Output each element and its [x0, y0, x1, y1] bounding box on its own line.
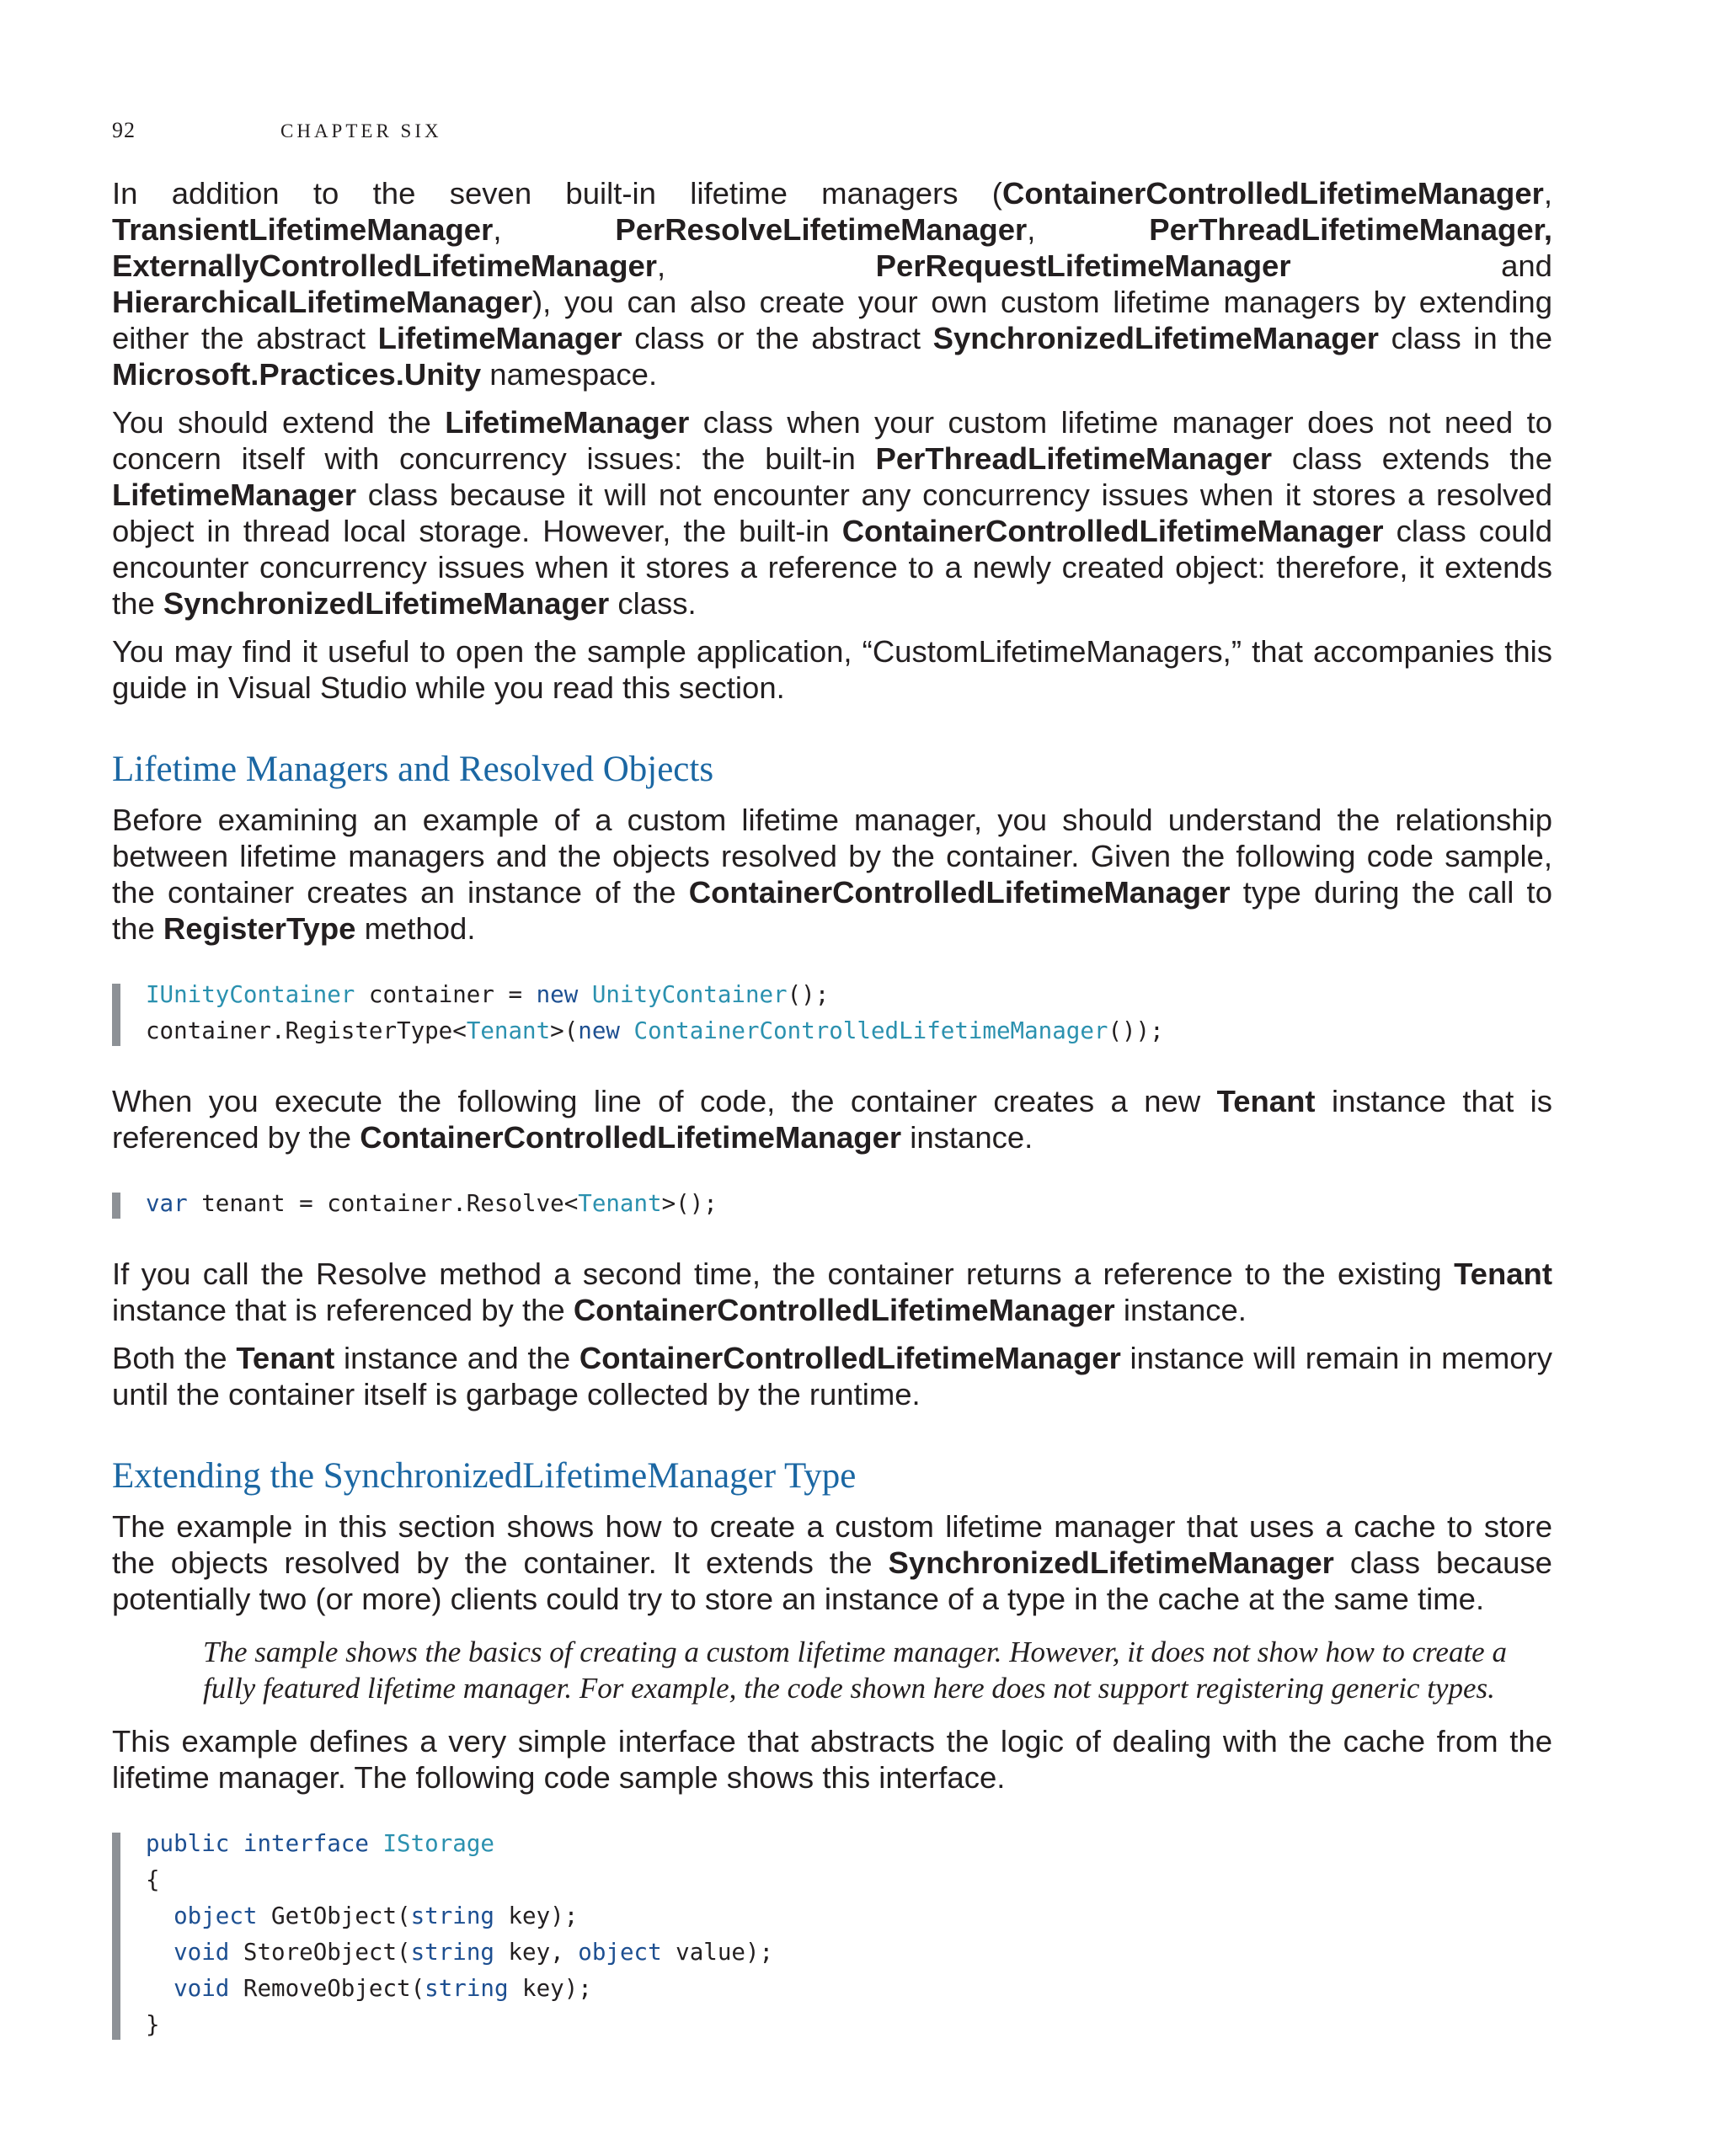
paragraph: If you call the Resolve method a second time, the container returns a reference to the existing Tenant instance that is referenced by the ContainerControlledLifetimeManager instance.: [112, 1257, 1552, 1327]
chapter-title: CHAPTER SIX: [280, 120, 442, 141]
code-line: object GetObject(string key);: [174, 1903, 579, 1929]
paragraph: You should extend the LifetimeManager class when your custom lifetime manager does not need to concern itself with concurrency issues: the built-in PerThreadLifetimeManager class extends the LifetimeManager class because it will not encounter any concurrency issues when it stores a resolved object in thread local storage. However, the built-in ContainerControlledLifetimeManager class could encounter concurrency issues when it stores a reference to a newly created object: therefore, it extends the SynchronizedLifetimeManager class.: [112, 405, 1553, 621]
running-head: [112, 118, 442, 143]
code-line: }: [146, 2011, 160, 2038]
code-line: public interface IStorage: [146, 1830, 494, 1857]
code-line: void StoreObject(string key, object value);: [174, 1939, 774, 1966]
paragraph: Both the Tenant instance and the ContainerControlledLifetimeManager instance will remain in memory until the container itself is garbage collected by the runtime.: [112, 1341, 1552, 1412]
code-block: [112, 1826, 1552, 2043]
section-heading: Lifetime Managers and Resolved Objects: [112, 750, 714, 789]
page-content: [112, 175, 1552, 2077]
code-block: [112, 1186, 1552, 1222]
paragraph: When you execute the following line of code, the container creates a new Tenant instance that is referenced by the ContainerControlledLifetimeManager instance.: [112, 1084, 1552, 1155]
paragraph: The example in this section shows how to create a custom lifetime manager that uses a cache to store the objects resolved by the container. It extends the SynchronizedLifetimeManager class because potentially two (or more) clients could try to store an instance of a type in the cache at the same time.: [112, 1509, 1552, 1616]
code-block: [112, 977, 1552, 1049]
code-bar: [112, 1193, 120, 1219]
code-line: container.RegisterType<Tenant>(new ContainerControlledLifetimeManager());: [146, 1017, 1164, 1044]
paragraph: This example defines a very simple interface that abstracts the logic of dealing with the cache from the lifetime manager. The following code sample shows this interface.: [112, 1724, 1552, 1795]
note: The sample shows the basics of creating a custom lifetime manager. However, it does not show how to create a fully featured lifetime manager. For example, the code shown here does not support registering generic types.: [203, 1636, 1507, 1705]
code-bar: [112, 984, 120, 1046]
paragraph: You may find it useful to open the sample application, “CustomLifetimeManagers,” that accompanies this guide in Visual Studio while you read this section.: [112, 634, 1552, 705]
paragraph: Before examining an example of a custom lifetime manager, you should understand the relationship between lifetime managers and the objects resolved by the container. Given the following code sample, the container creates an instance of the ContainerControlledLifetimeManager type during the call to the RegisterType method.: [112, 803, 1552, 946]
code-line: void RemoveObject(string key);: [174, 1975, 592, 2002]
section-heading: Extending the SynchronizedLifetimeManager Type: [112, 1456, 857, 1496]
code-line: {: [146, 1866, 160, 1893]
code-bar: [112, 1833, 120, 2040]
code-line: IUnityContainer container = new UnityContainer();: [146, 981, 830, 1008]
paragraph: In addition to the seven built-in lifetime managers (ContainerControlledLifetimeManager, TransientLifetimeManager, PerResolveLifetimeManager, PerThreadLifetimeManager, ExternallyControlledLifetimeManager, PerRequestLifetimeManager and HierarchicalLifetimeManager), you can also create your own custom lifetime managers by extending either the abstract LifetimeManager class or the abstract SynchronizedLifetimeManager class in the Microsoft.Practices.Unity namespace.: [112, 176, 1552, 392]
page-number: 92: [112, 118, 136, 142]
code-line: var tenant = container.Resolve<Tenant>();: [146, 1190, 718, 1217]
